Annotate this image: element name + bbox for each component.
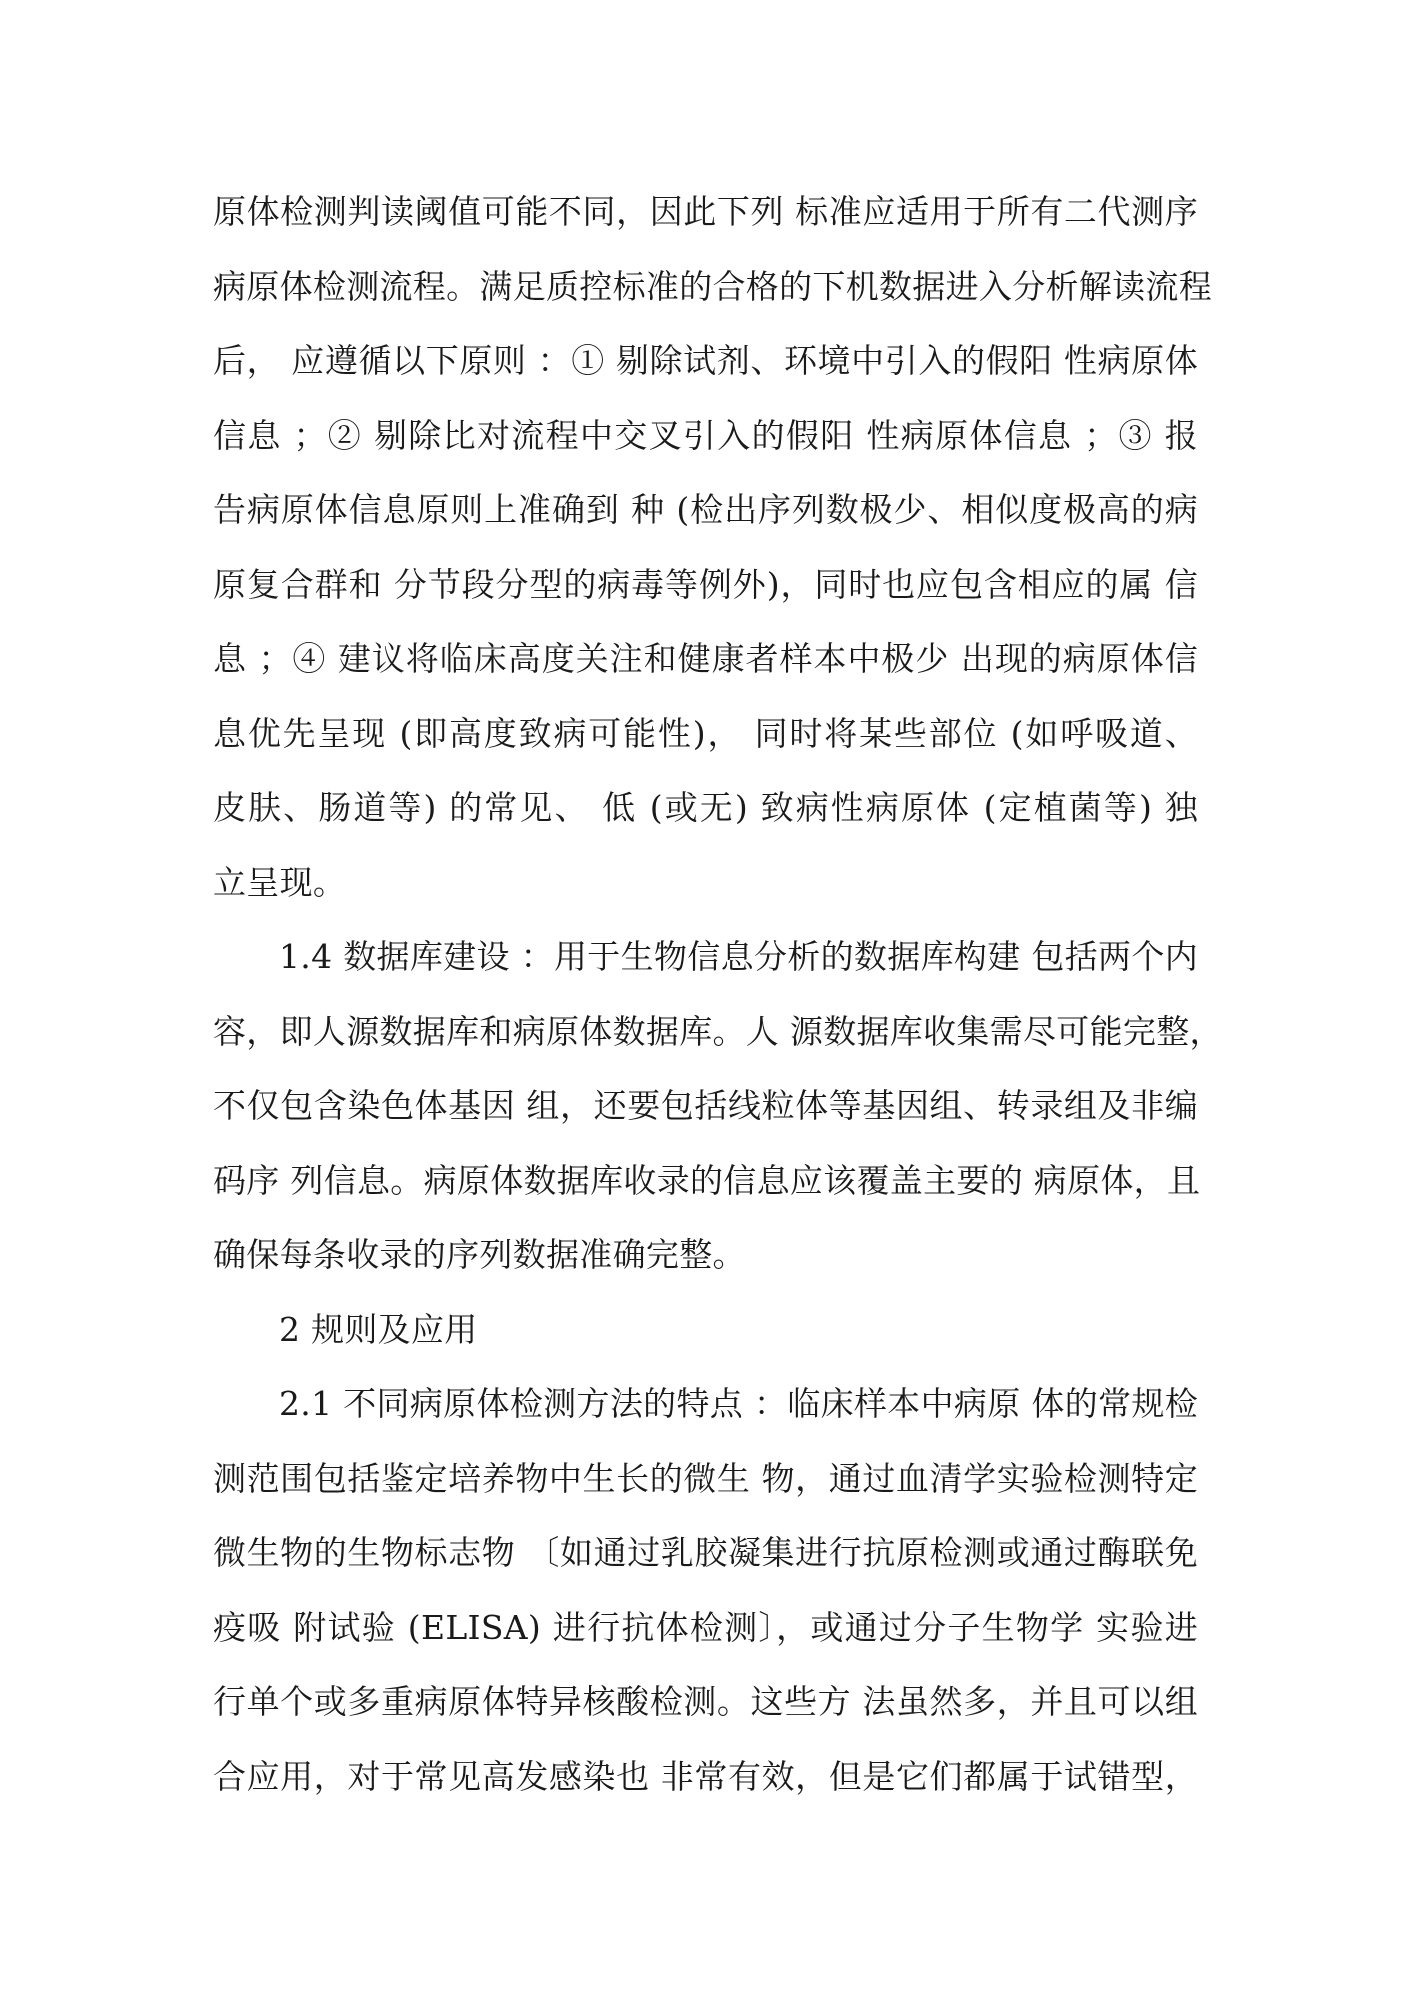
- text-line: 疫吸 附试验 (ELISA) 进行抗体检测〕，或通过分子生物学 实验进: [213, 1607, 1198, 1647]
- section-heading-2-1: 2.1 不同病原体检测方法的特点 ：临床样本中病原 体的常规检: [279, 1384, 1198, 1423]
- text-line: 不仅包含染色体基因 组，还要包括线粒体等基因组、转录组及非编: [213, 1086, 1198, 1125]
- text-line: 确保每条收录的序列数据准确完整。: [213, 1235, 746, 1274]
- text-line: 息 ；④ 建议将临床高度关注和健康者样本中极少 出现的病原体信: [213, 639, 1198, 678]
- document-body: [213, 175, 1223, 1814]
- text-line: 告病原体信息原则上准确到 种 (检出序列数极少、相似度极高的病: [213, 490, 1198, 529]
- text-line: 立呈现。: [213, 862, 347, 902]
- section-heading-2: 2 规则及应用: [279, 1309, 478, 1349]
- text-line: 码序 列信息。病原体数据库收录的信息应该覆盖主要的 病原体，且: [213, 1160, 1201, 1200]
- text-line: 微生物的生物标志物 〔如通过乳胶凝集进行抗原检测或通过酶联免: [213, 1533, 1198, 1572]
- text-line: 测范围包括鉴定培养物中生长的微生 物，通过血清学实验检测特定: [213, 1458, 1198, 1498]
- text-line: 皮肤、肠道等) 的常见、 低 (或无) 致病性病原体 (定植菌等) 独: [213, 788, 1198, 827]
- text-line: 原复合群和 分节段分型的病毒等例外)，同时也应包含相应的属 信: [213, 564, 1198, 604]
- text-line: 息优先呈现 (即高度致病可能性)， 同时将某些部位 (如呼吸道、: [213, 713, 1198, 753]
- text-line: 信息 ；② 剔除比对流程中交叉引入的假阳 性病原体信息 ；③ 报: [213, 415, 1198, 455]
- text-line: 后， 应遵循以下原则 ：① 剔除试剂、环境中引入的假阳 性病原体: [213, 341, 1198, 380]
- text-line: 容，即人源数据库和病原体数据库。人 源数据库收集需尽可能完整，: [213, 1011, 1223, 1051]
- section-heading-1-4: 1.4 数据库建设 ：用于生物信息分析的数据库构建 包括两个内: [279, 937, 1198, 976]
- text-line: 行单个或多重病原体特异核酸检测。这些方 法虽然多，并且可以组: [213, 1682, 1198, 1721]
- text-line: 合应用，对于常见高发感染也 非常有效，但是它们都属于试错型，: [213, 1756, 1198, 1796]
- text-line: 病原体检测流程。满足质控标准的合格的下机数据进入分析解读流程: [213, 266, 1212, 306]
- text-line: 原体检测判读阈值可能不同，因此下列 标准应适用于所有二代测序: [213, 192, 1198, 231]
